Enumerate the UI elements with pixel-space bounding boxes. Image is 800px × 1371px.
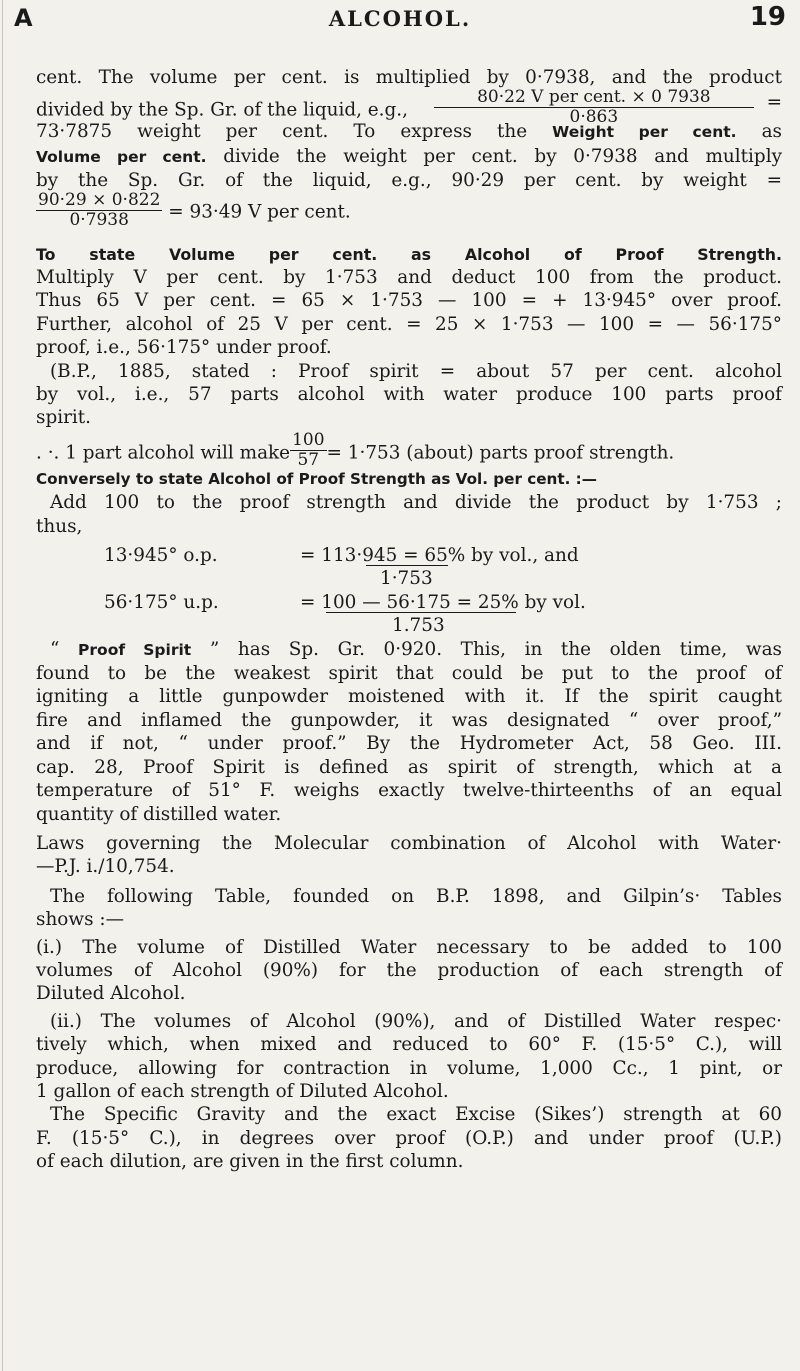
text-line: Diluted Alcohol.	[36, 983, 186, 1005]
section-heading: Conversely to state Alcohol of Proof Strength as Vol. per cent. :—	[36, 469, 597, 488]
page-edge	[2, 0, 3, 1371]
formula-line	[36, 430, 782, 468]
running-title: ALCOHOL.	[328, 6, 472, 31]
text-line: of each dilution, are given in the first column.	[36, 1151, 464, 1173]
text-line: volumes of Alcohol (90%) for the production of each strength of	[36, 959, 782, 981]
fraction	[290, 431, 326, 470]
text-line: by vol., i.e., 57 parts alcohol with water produce 100 parts proof	[36, 384, 782, 406]
calc-expression: = 100 — 56·175 = 25% by vol.	[300, 591, 586, 613]
text-line: 1 gallon of each strength of Diluted Alcohol.	[36, 1080, 449, 1102]
text-fragment: =	[766, 92, 782, 114]
text-line: cap. 28, Proof Spirit is defined as spirit of strength, which at a	[36, 756, 782, 778]
text-line: Multiply V per cent. by 1·753 and deduct 100 from the product.	[36, 267, 782, 289]
fraction-denominator: 0·7938	[36, 210, 162, 230]
text-line: and if not, “ under proof.” By the Hydrometer Act, 58 Geo. III.	[36, 733, 782, 755]
calc-denominator: 1·753	[380, 568, 433, 590]
page-number: 19	[749, 2, 786, 32]
text-fragment: 73·7875 weight per cent. To express the	[36, 121, 528, 143]
calculation-denominator	[36, 614, 782, 637]
text-fragment: ” has Sp. Gr. 0·920. This, in the olden time, was	[209, 638, 782, 660]
text-line: cent. The volume per cent. is multiplied by 0·7938, and the product	[36, 67, 782, 88]
fraction-numerator: 80·22 V per cent. × 0 7938	[477, 87, 711, 108]
calculation-row	[36, 591, 782, 614]
calc-expression: = 113·945 = 65% by vol., and	[300, 545, 579, 567]
text-line: produce, allowing for contraction in volume, 1,000 Cc., 1 pint, or	[36, 1057, 782, 1079]
text-line: quantity of distilled water.	[36, 803, 282, 825]
fraction-numerator: 100	[292, 429, 325, 450]
list-item: (ii.) The volumes of Alcohol (90%), and of Distilled Water respec·	[50, 1010, 782, 1032]
text-fragment: divide the weight per cent. by 0·7938 and multiply	[223, 145, 782, 167]
text-fragment: as	[761, 121, 782, 143]
section-heading: To state Volume per cent. as Alcohol of Proof Strength.	[36, 244, 782, 264]
text-fragment: . ·. 1 part alcohol will make	[36, 442, 291, 464]
calc-denominator: 1.753	[392, 615, 445, 637]
calc-label: 56·175° u.p.	[104, 591, 219, 613]
fraction	[36, 191, 162, 230]
text-line: by the Sp. Gr. of the liquid, e.g., 90·29 per cent. by weight =	[36, 170, 782, 192]
text-line	[36, 145, 782, 169]
fraction	[434, 88, 754, 127]
text-line: The Specific Gravity and the exact Excise (Sikes’) strength at 60	[50, 1104, 782, 1126]
text-line: found to be the weakest spirit that could be put to the proof of	[36, 663, 782, 685]
list-item: (i.) The volume of Distilled Water necessary to be added to 100	[36, 936, 782, 958]
page-header	[0, 2, 800, 36]
text-line: F. (15·5° C.), in degrees over proof (O.P.) and under proof (U.P.)	[36, 1127, 782, 1149]
text-line: shows :—	[36, 909, 124, 931]
text-line: Laws governing the Molecular combination of Alcohol with Water·	[36, 832, 782, 854]
fraction-denominator: 57	[290, 450, 326, 470]
text-line: Add 100 to the proof strength and divide the product by 1·753 ;	[50, 492, 782, 514]
text-line: thus,	[36, 515, 83, 537]
text-line: —P.J. i./10,754.	[36, 856, 175, 878]
fraction-bar	[326, 612, 516, 613]
emphasis-text: Proof Spirit	[78, 640, 192, 659]
text-line: The following Table, founded on B.P. 1898, and Gilpin’s· Tables	[50, 885, 782, 907]
calc-label: 13·945° o.p.	[104, 545, 218, 567]
body-text	[36, 66, 782, 1174]
emphasis-text: Volume per cent.	[36, 147, 207, 166]
fraction-numerator: 90·29 × 0·822	[38, 189, 161, 210]
text-line: Further, alcohol of 25 V per cent. = 25 × 1·753 — 100 = — 56·175°	[36, 313, 782, 335]
text-line: tively which, when mixed and reduced to 60° F. (15·5° C.), will	[36, 1034, 782, 1056]
text-line: spirit.	[36, 407, 92, 429]
formula-line	[36, 87, 782, 128]
section-letter: A	[14, 4, 33, 32]
text-line: proof, i.e., 56·175° under proof.	[36, 337, 332, 359]
text-line: (B.P., 1885, stated : Proof spirit = about 57 per cent. alcohol	[50, 360, 782, 382]
text-fragment: = 1·753 (about) parts proof strength.	[326, 442, 675, 464]
calculation-row	[36, 544, 782, 567]
text-fragment: divided by the Sp. Gr. of the liquid, e.g.,	[36, 99, 408, 121]
emphasis-text: Weight per cent.	[552, 123, 737, 142]
calculation-denominator	[36, 567, 782, 590]
text-line: Thus 65 V per cent. = 65 × 1·753 — 100 = + 13·945° over proof.	[36, 290, 782, 312]
text-line	[36, 638, 782, 662]
text-line: igniting a little gunpowder moistened with it. If the spirit caught	[36, 686, 782, 708]
text-line: fire and inflamed the gunpowder, it was designated “ over proof,”	[36, 709, 782, 731]
fraction-bar	[366, 565, 448, 566]
text-fragment: “	[50, 638, 60, 660]
text-line: temperature of 51° F. weighs exactly twelve-thirteenths of an equal	[36, 780, 782, 802]
formula-line	[36, 189, 782, 231]
text-fragment: = 93·49 V per cent.	[168, 201, 351, 223]
fraction-denominator: 0·863	[434, 107, 754, 127]
